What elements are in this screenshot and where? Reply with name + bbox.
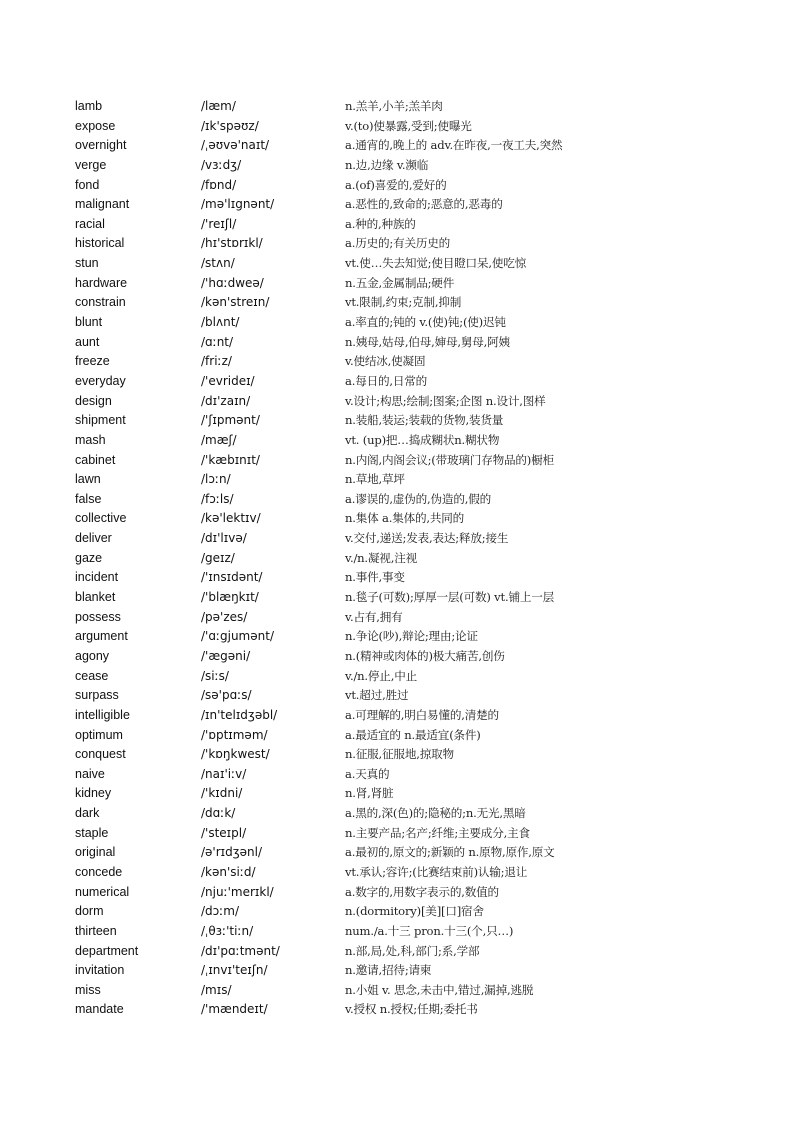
vocab-row: [0, 608, 800, 628]
vocab-row: [0, 234, 800, 254]
vocab-meaning: n.主要产品;名产;纤维;主要成分,主食: [345, 825, 530, 840]
vocab-phonetic: /ə'rɪdʒənl/: [201, 845, 263, 860]
vocab-phonetic: /'hɑːdweə/: [201, 275, 264, 290]
vocab-phonetic: /'ʃɪpmənt/: [201, 413, 260, 428]
vocab-word: original: [75, 845, 116, 860]
vocab-meaning: n.草地,草坪: [345, 472, 405, 487]
vocab-word: kidney: [75, 786, 112, 801]
vocab-row: [0, 333, 800, 353]
vocab-word: gaze: [75, 550, 103, 565]
vocab-phonetic: /hɪ'stɒrɪkl/: [201, 236, 263, 251]
vocab-meaning: n.事件,事变: [345, 570, 405, 585]
vocab-word: invitation: [75, 963, 125, 978]
vocab-phonetic: /'blæŋkɪt/: [201, 590, 259, 605]
vocab-phonetic: /kə'lektɪv/: [201, 511, 261, 526]
vocab-row: [0, 863, 800, 883]
vocab-row: [0, 942, 800, 962]
vocab-meaning: a.最初的,原文的;新颖的 n.原物,原作,原文: [345, 845, 555, 860]
vocab-word: dark: [75, 806, 100, 821]
vocab-word: everyday: [75, 373, 126, 388]
vocab-phonetic: /'ægəni/: [201, 648, 251, 663]
vocab-row: [0, 667, 800, 687]
vocab-phonetic: /blʌnt/: [201, 315, 240, 330]
vocab-word: mandate: [75, 1002, 124, 1017]
vocab-word: argument: [75, 629, 128, 644]
vocab-phonetic: /dɪ'lɪvə/: [201, 531, 247, 546]
vocab-phonetic: /'evrideɪ/: [201, 373, 255, 388]
vocab-phonetic: /ˌθɜː'tiːn/: [201, 923, 254, 938]
vocab-meaning: a.谬误的,虚伪的,伪造的,假的: [345, 491, 491, 506]
vocab-word: blanket: [75, 590, 116, 605]
vocab-phonetic: /'ɪnsɪdənt/: [201, 570, 263, 585]
vocab-meaning: n.羔羊,小羊;羔羊肉: [345, 99, 443, 113]
vocab-word: historical: [75, 236, 125, 251]
vocab-meaning: v./n.凝视,注视: [345, 550, 417, 565]
vocab-row: [0, 411, 800, 431]
vocab-word: expose: [75, 118, 116, 133]
vocab-phonetic: /siːs/: [201, 668, 229, 683]
vocab-phonetic: /ɪk'spəʊz/: [201, 118, 259, 133]
vocab-phonetic: /'kæbɪnɪt/: [201, 452, 260, 467]
vocab-row: [0, 313, 800, 333]
vocab-meaning: n.五金,金属制品;硬件: [345, 275, 455, 290]
vocab-meaning: v.(to)使暴露,受到;使曝光: [345, 118, 472, 133]
vocab-phonetic: /mɪs/: [201, 982, 232, 997]
vocab-meaning: a.历史的;有关历史的: [345, 236, 451, 251]
vocab-phonetic: /fɔːls/: [201, 491, 234, 506]
vocab-word: department: [75, 943, 139, 958]
vocab-word: intelligible: [75, 707, 130, 722]
vocab-word: agony: [75, 648, 110, 663]
vocab-row: [0, 588, 800, 608]
vocab-meaning: a.天真的: [345, 766, 390, 781]
vocab-word: cease: [75, 668, 109, 683]
vocab-row: [0, 156, 800, 176]
vocab-row: [0, 392, 800, 412]
vocab-phonetic: /naɪ'iːv/: [201, 766, 247, 781]
vocab-word: mash: [75, 432, 106, 447]
vocabulary-list: [0, 97, 800, 1020]
vocab-meaning: vt.限制,约束;克制,抑制: [345, 295, 462, 310]
vocab-word: aunt: [75, 334, 100, 349]
vocab-row: [0, 627, 800, 647]
vocab-word: collective: [75, 511, 127, 526]
vocab-phonetic: /'ɒptɪməm/: [201, 727, 268, 742]
vocab-row: [0, 824, 800, 844]
vocab-word: possess: [75, 609, 121, 624]
vocab-meaning: vt. (up)把…捣成糊状n.糊状物: [345, 432, 500, 447]
vocab-word: conquest: [75, 747, 126, 762]
vocab-meaning: n.姨母,姑母,伯母,婶母,舅母,阿姨: [345, 334, 510, 349]
vocab-phonetic: /dɪ'zaɪn/: [201, 393, 251, 408]
vocab-word: optimum: [75, 727, 123, 742]
vocab-meaning: a.数字的,用数字表示的,数值的: [345, 884, 499, 899]
vocab-phonetic: /ˌɪnvɪ'teɪʃn/: [201, 963, 268, 978]
vocab-word: malignant: [75, 197, 130, 212]
vocab-word: concede: [75, 864, 123, 879]
vocab-word: surpass: [75, 688, 119, 703]
vocab-meaning: a.可理解的,明白易懂的,清楚的: [345, 707, 499, 722]
vocab-row: [0, 176, 800, 196]
vocab-word: verge: [75, 157, 107, 172]
vocab-phonetic: /mæʃ/: [201, 432, 237, 447]
vocab-row: [0, 549, 800, 569]
vocab-row: [0, 961, 800, 981]
vocab-word: deliver: [75, 531, 112, 546]
vocab-phonetic: /lɔːn/: [201, 472, 231, 487]
vocab-word: dorm: [75, 904, 104, 919]
vocab-meaning: vt.超过,胜过: [345, 688, 409, 703]
vocab-row: [0, 1000, 800, 1020]
vocab-row: [0, 97, 800, 117]
vocab-row: [0, 804, 800, 824]
vocab-meaning: v.授权 n.授权;任期;委托书: [345, 1002, 478, 1017]
vocab-row: [0, 470, 800, 490]
vocab-meaning: n.肾,肾脏: [345, 786, 394, 801]
vocab-meaning: n.(dormitory)[美][口]宿舍: [345, 904, 484, 919]
vocab-meaning: n.征服,征服地,掠取物: [345, 747, 454, 762]
vocab-phonetic: /pə'zes/: [201, 609, 248, 624]
vocab-row: [0, 784, 800, 804]
vocab-row: [0, 293, 800, 313]
vocab-word: hardware: [75, 275, 128, 290]
vocab-word: thirteen: [75, 923, 117, 938]
vocab-meaning: a.率直的;钝的 v.(使)钝;(使)迟钝: [345, 315, 506, 330]
vocab-row: [0, 686, 800, 706]
vocab-meaning: n.(精神或肉体的)极大痛苦,创伤: [345, 648, 505, 663]
vocab-row: [0, 883, 800, 903]
vocab-row: [0, 706, 800, 726]
vocab-meaning: a.恶性的,致命的;恶意的,恶毒的: [345, 197, 503, 212]
vocab-row: [0, 136, 800, 156]
vocab-word: blunt: [75, 315, 103, 330]
vocab-row: [0, 274, 800, 294]
vocab-row: [0, 195, 800, 215]
vocab-row: [0, 902, 800, 922]
vocab-row: [0, 215, 800, 235]
vocab-row: [0, 117, 800, 137]
vocab-word: freeze: [75, 354, 110, 369]
vocab-phonetic: /dɔːm/: [201, 904, 240, 919]
vocab-word: shipment: [75, 413, 126, 428]
vocab-meaning: n.装船,装运;装载的货物,装货量: [345, 413, 504, 428]
vocab-meaning: vt.承认;容许;(比赛结束前)认输;退让: [345, 864, 528, 879]
vocab-meaning: vt.使…失去知觉;使目瞪口呆,使吃惊: [345, 256, 526, 271]
vocab-row: [0, 352, 800, 372]
vocab-row: [0, 568, 800, 588]
vocab-phonetic: /'steɪpl/: [201, 825, 247, 840]
vocab-meaning: n.内阁,内阁会议;(带玻璃门存物品的)橱柜: [345, 452, 554, 467]
vocab-word: constrain: [75, 295, 126, 310]
vocab-meaning: a.(of)喜爱的,爱好的: [345, 177, 447, 192]
vocab-word: lamb: [75, 99, 103, 113]
vocab-phonetic: /mə'lɪgnənt/: [201, 197, 275, 212]
vocab-word: design: [75, 393, 112, 408]
vocab-word: overnight: [75, 138, 127, 153]
vocab-row: [0, 254, 800, 274]
vocab-meaning: v.交付,递送;发表,表达;释放;接生: [345, 531, 509, 546]
vocab-phonetic: /ˌəʊvə'naɪt/: [201, 138, 270, 153]
vocab-phonetic: /fɒnd/: [201, 177, 237, 192]
vocab-phonetic: /vɜːdʒ/: [201, 157, 242, 172]
vocab-phonetic: /'reɪʃl/: [201, 216, 237, 231]
vocab-row: [0, 765, 800, 785]
vocab-row: [0, 726, 800, 746]
vocab-phonetic: /sə'pɑːs/: [201, 688, 252, 703]
vocab-meaning: v.占有,拥有: [345, 609, 403, 624]
vocab-meaning: v./n.停止,中止: [345, 668, 417, 683]
vocab-meaning: a.黑的,深(色)的;隐秘的;n.无光,黑暗: [345, 806, 526, 821]
vocab-meaning: num./a.十三 pron.十三(个,只…): [345, 923, 514, 938]
vocab-phonetic: /kən'streɪn/: [201, 295, 270, 310]
vocab-phonetic: /læm/: [201, 99, 236, 113]
vocab-word: naive: [75, 766, 105, 781]
vocab-meaning: n.小姐 v. 思念,未击中,错过,漏掉,逃脱: [345, 982, 534, 997]
vocab-meaning: n.争论(吵),辩论;理由;论证: [345, 629, 478, 644]
vocab-row: [0, 529, 800, 549]
vocab-word: numerical: [75, 884, 130, 899]
vocab-word: incident: [75, 570, 119, 585]
vocab-phonetic: /ɪn'telɪdʒəbl/: [201, 707, 278, 722]
vocab-meaning: n.邀请,招待;请柬: [345, 963, 432, 978]
vocab-row: [0, 509, 800, 529]
vocab-word: cabinet: [75, 452, 116, 467]
vocab-word: fond: [75, 177, 100, 192]
vocab-row: [0, 490, 800, 510]
vocab-meaning: n.边,边缘 v.濒临: [345, 157, 429, 172]
vocab-phonetic: /dɪ'pɑːtmənt/: [201, 943, 280, 958]
vocab-phonetic: /stʌn/: [201, 256, 235, 271]
vocab-word: stun: [75, 256, 99, 271]
vocab-word: racial: [75, 216, 105, 231]
vocab-meaning: a.种的,种族的: [345, 216, 416, 231]
vocab-meaning: n.集体 a.集体的,共同的: [345, 511, 465, 526]
vocab-word: false: [75, 491, 102, 506]
vocab-meaning: v.使结冰,使凝固: [345, 354, 426, 369]
vocab-phonetic: /friːz/: [201, 354, 232, 369]
vocab-meaning: a.每日的,日常的: [345, 373, 428, 388]
vocab-row: [0, 981, 800, 1001]
vocab-word: miss: [75, 982, 101, 997]
vocab-row: [0, 745, 800, 765]
vocab-row: [0, 431, 800, 451]
vocab-meaning: a.最适宜的 n.最适宜(条件): [345, 727, 481, 742]
vocab-phonetic: /'mændeɪt/: [201, 1002, 268, 1017]
vocab-meaning: a.通宵的,晚上的 adv.在昨夜,一夜工夫,突然: [345, 138, 563, 153]
vocab-row: [0, 451, 800, 471]
vocab-phonetic: /'ɑːgjumənt/: [201, 629, 274, 644]
vocab-phonetic: /'kɒŋkwest/: [201, 747, 270, 762]
vocab-phonetic: /dɑːk/: [201, 806, 236, 821]
vocab-word: staple: [75, 825, 109, 840]
vocab-word: lawn: [75, 472, 101, 487]
vocab-phonetic: /kən'siːd/: [201, 864, 256, 879]
vocab-phonetic: /geɪz/: [201, 550, 235, 565]
vocab-row: [0, 372, 800, 392]
vocab-meaning: n.部,局,处,科,部门;系,学部: [345, 943, 480, 958]
vocab-row: [0, 843, 800, 863]
vocab-row: [0, 647, 800, 667]
vocab-phonetic: /'kɪdni/: [201, 786, 243, 801]
vocab-meaning: v.设计;构思;绘制;图案;企图 n.设计,图样: [345, 393, 546, 408]
vocab-row: [0, 922, 800, 942]
vocab-phonetic: /njuː'merɪkl/: [201, 884, 274, 899]
vocab-phonetic: /ɑːnt/: [201, 334, 234, 349]
vocab-meaning: n.毯子(可数);厚厚一层(可数) vt.铺上一层: [345, 590, 555, 605]
